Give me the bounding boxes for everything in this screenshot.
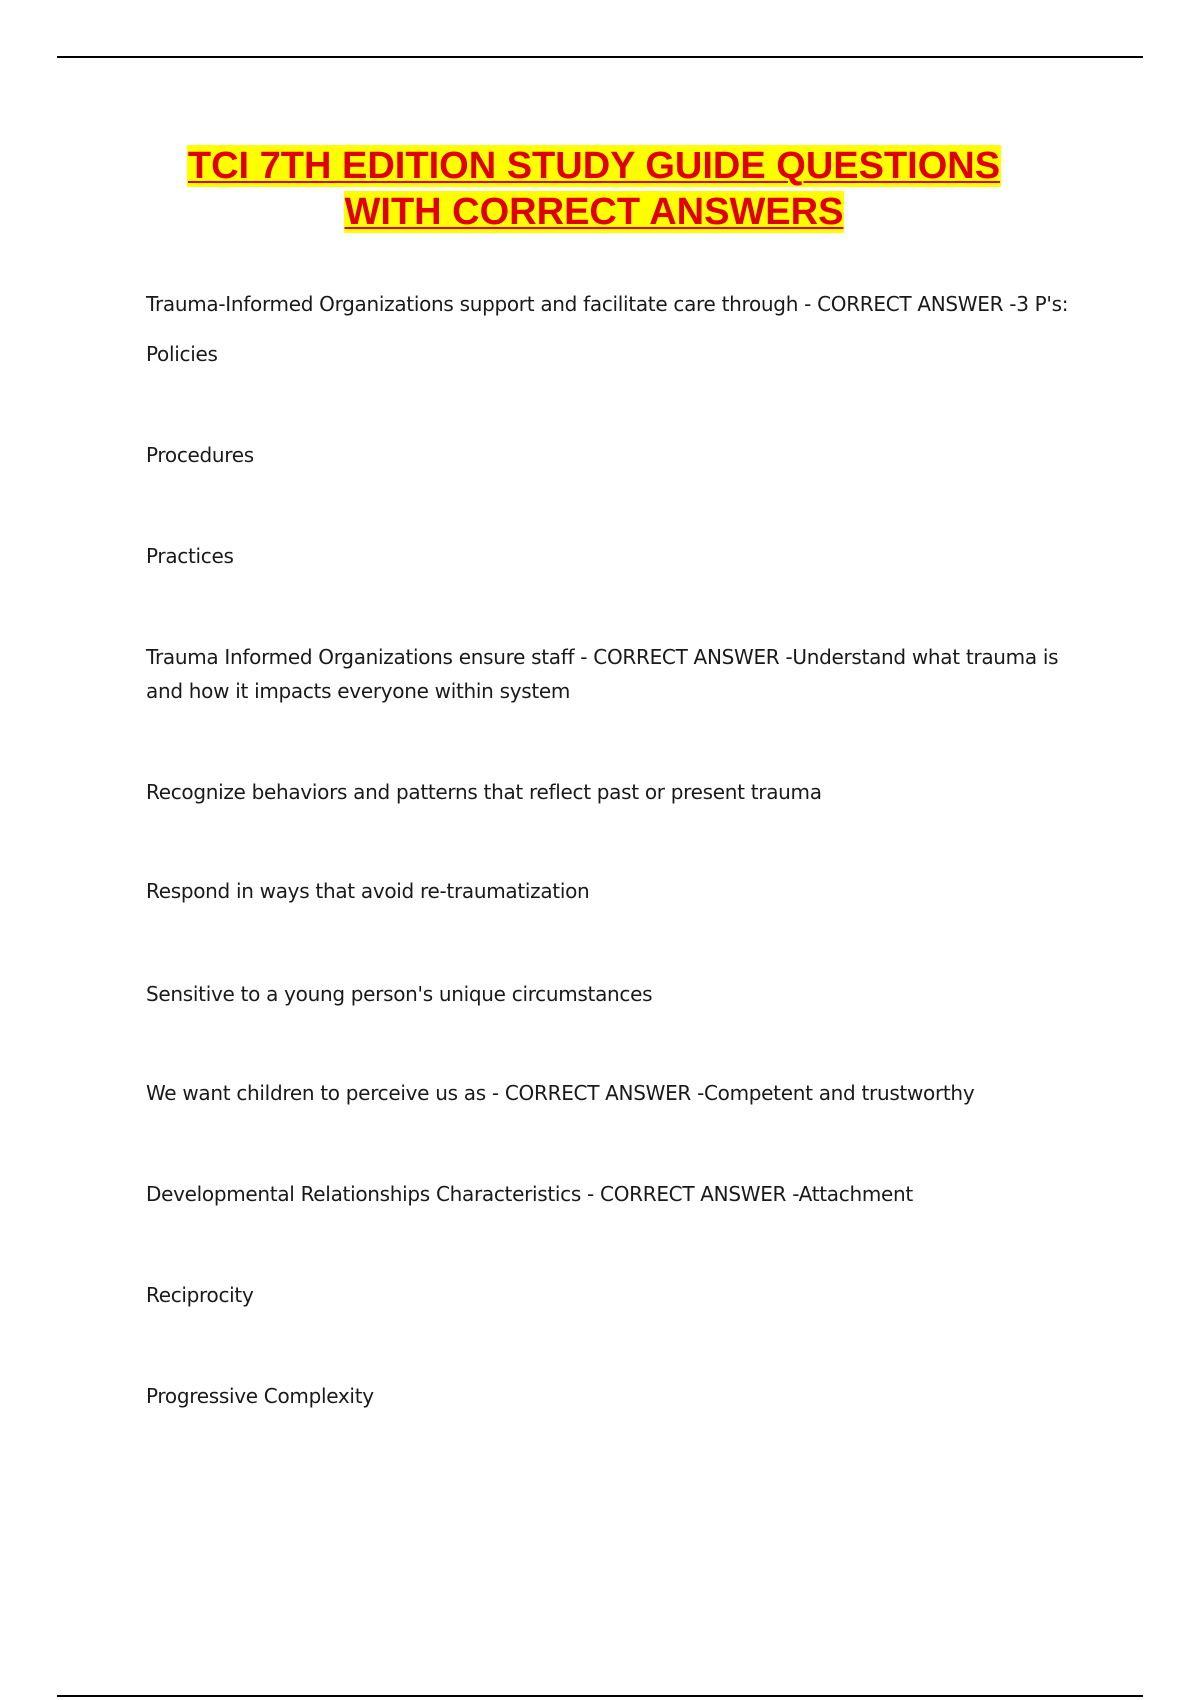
answer-recognize-behaviors: Recognize behaviors and patterns that reflect past or present trauma <box>146 780 822 804</box>
document-title <box>0 143 1188 235</box>
question-developmental-relationships: Developmental Relationships Characteristics - CORRECT ANSWER -Attachment <box>146 1182 913 1206</box>
answer-progressive-complexity: Progressive Complexity <box>146 1384 374 1408</box>
question-ensure-staff: Trauma Informed Organizations ensure staff - CORRECT ANSWER -Understand what trauma is and how it impacts everyone within system <box>146 645 1059 703</box>
answer-practices: Practices <box>146 544 234 568</box>
question-perceive-us: We want children to perceive us as - CORRECT ANSWER -Competent and trustworthy <box>146 1081 975 1105</box>
answer-reciprocity: Reciprocity <box>146 1283 254 1307</box>
bottom-rule <box>57 1695 1143 1697</box>
question-trauma-informed-care: Trauma-Informed Organizations support and facilitate care through - CORRECT ANSWER -3 P's: <box>146 292 1069 316</box>
top-rule <box>57 56 1143 58</box>
answer-sensitive: Sensitive to a young person's unique circumstances <box>146 982 653 1006</box>
answer-procedures: Procedures <box>146 443 254 467</box>
title-line-1: TCI 7TH EDITION STUDY GUIDE QUESTIONS <box>187 145 1001 187</box>
answer-respond-ways: Respond in ways that avoid re-traumatization <box>146 879 590 903</box>
answer-policies: Policies <box>146 342 218 366</box>
title-line-2: WITH CORRECT ANSWERS <box>344 191 844 233</box>
